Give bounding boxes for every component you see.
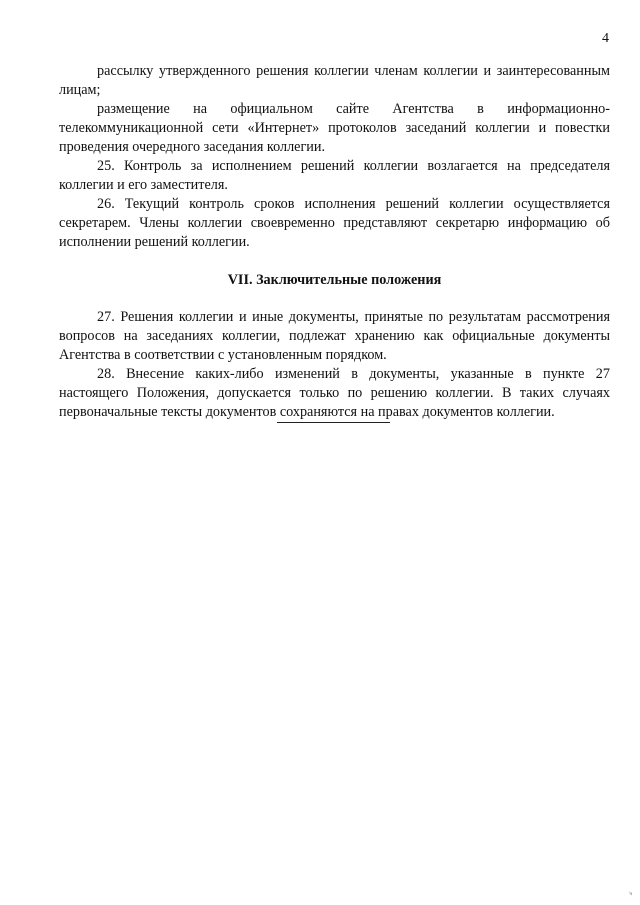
document-body [59, 62, 610, 422]
paragraph-27: 27. Решения коллегии и иные документы, принятые по результатам рассмотрения вопросов на заседаниях коллегии, подлежат хранению как официальные документы Агентства в соответствии с установленным порядком. [59, 309, 610, 363]
section-heading: VII. Заключительные положения [227, 272, 442, 288]
corner-scan-mark: ⸗ [624, 890, 637, 897]
page-number: 4 [602, 31, 609, 46]
paragraph-25: 25. Контроль за исполнением решений коллегии возлагается на председателя коллегии и его заместителя. [59, 158, 610, 193]
end-of-document-rule [277, 422, 390, 423]
paragraph-26: 26. Текущий контроль сроков исполнения решений коллегии осуществляется секретарем. Члены коллегии своевременно представляют секретарю информацию об исполнении решений коллегии. [59, 196, 610, 250]
paragraph-mailing: рассылку утвержденного решения коллегии членам коллегии и заинтересованным лицам; [59, 63, 610, 98]
section-gap-bottom [59, 290, 610, 308]
paragraph-publication: размещение на официальном сайте Агентства в информационно-телекоммуникационной сети «Интернет» протоколов заседаний коллегии и повестки проведения очередного заседания коллегии. [59, 101, 610, 155]
section-gap-top [59, 252, 610, 271]
paragraph-28: 28. Внесение каких-либо изменений в документы, указанные в пункте 27 настоящего Положения, допускается только по решению коллегии. В таких случаях первоначальные тексты документов сохраняются на правах документов коллегии. [59, 366, 610, 420]
